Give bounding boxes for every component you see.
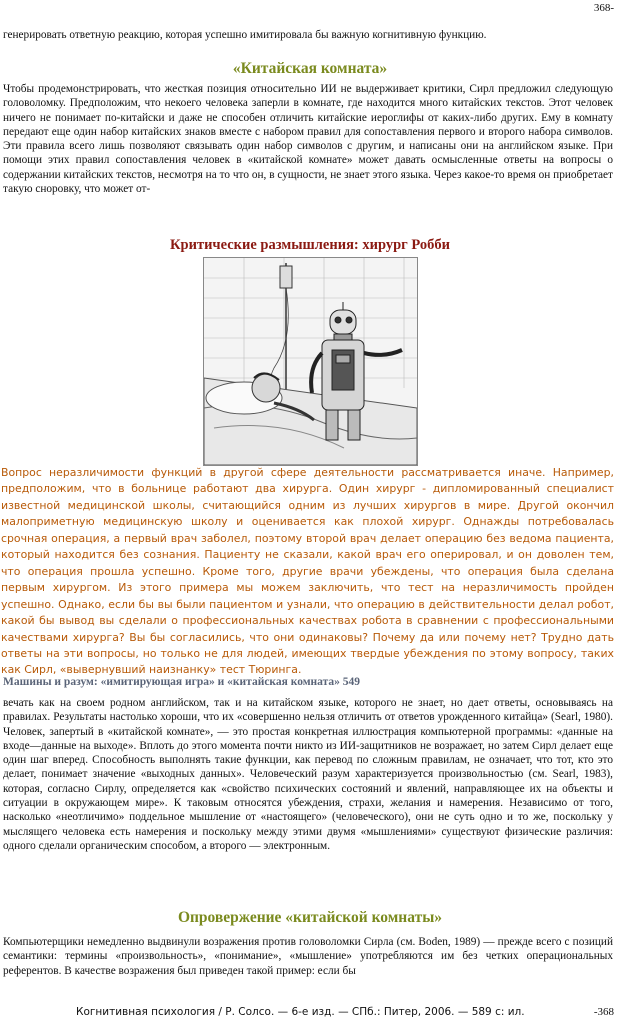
robot-surgeon-illustration <box>203 257 418 466</box>
page-number-bottom: -368 <box>593 1006 614 1018</box>
running-heading: Машины и разум: «имитирующая игра» и «китайская комната» 549 <box>3 676 361 688</box>
heading-critical-thinking: Критические размышления: хирург Робби <box>170 237 450 253</box>
paragraph-chinese-room: Чтобы продемонстрировать, что жесткая позиция относительно ИИ не выдерживает критики, Сирл предложил следующую головоломку. Предположим, что некоего человека заперли в комнате, где находится много китайских текстов. Этот человек ничего не понимает по-китайски и даже не способен отличить китайские иероглифы от каких-либо других. Ему в комнату передают еще один набор китайских знаков вместе с набором правил для сопоставления первого и второго набора символов. Эти правила всего лишь позволяют связывать один набор символов с другим, и написаны они на английском языке. При помощи этих правил сопоставления человек в «китайской комнате» может давать осмысленные ответы на вопросы о содержании китайских текстов, несмотря на то что он, в сущности, не знает этого языка. Через какое-то время он приобретает такую сноровку, что может от- <box>3 83 613 196</box>
footer-citation: Когнитивная психология / Р. Солсо. — 6-е изд. — СПб.: Питер, 2006. — 589 с: ил. <box>76 1006 525 1018</box>
page-number-top: 368- <box>593 2 614 14</box>
heading-refutation: Опровержение «китайской комнаты» <box>177 909 443 926</box>
heading-chinese-room: «Китайская комната» <box>232 60 388 77</box>
paragraph-searle-argument: вечать как на своем родном английском, так и на китайском языке, которого не знает, но дает ответы, основываясь на правилах. Результаты настолько хороши, что их «совершенно нельзя отличить от ответов урожденного китайца» (Searl, 1980). Человек, запертый в «китайской комнате», — это простая конкретная иллюстрация компьютерной программы: «данные на входе—данные на выходе». Вплоть до этого момента почти никто из ИИ-защитников не возражает, но затем Сирл делает еще один шаг вперед. Способность выполнять такие функции, как перевод по сложным правилам, не означает, что тот, кто это делает, понимает значение «выходных данных». Человеческий разум характеризуется произвольностью (см. Searl, 1983), которая, согласно Сирлу, определяется как «свойство психических состояний и явлений, направляющее их на объекты и ситуации в окружающем мире». К таковым относятся убеждения, страхи, желания и намерения. Независимо от того, насколько «неотличимо» поддельное мышление от «настоящего» (человеческого), они не суть одно и то же, поскольку у мыслящего человека есть намерения и поскольку между этими двумя «мышлениями» существуют физические различия: одного сделали органическим способом, а второго — электронным. <box>3 697 613 852</box>
paragraph-refutation: Компьютерщики немедленно выдвинули возражения против головоломки Сирла (см. Boden, 1989) — прежде всего с позиций семантики: термины «произвольность», «понимание», «мышление» употребляются им без четких операциональных референтов. В качестве возражения был приведен такой пример: если бы <box>3 936 613 977</box>
critical-thinking-paragraph: Вопрос неразличимости функций в другой сфере деятельности рассматривается иначе. Например, предположим, что в больнице работают два хирурга. Один хирург - дипломированный специалист известной медицинской школы, считающийся одним из лучших хирургов в мире. Другой окончил малоприметную медицинскую школу и оценивается как плохой хирург. Однажды потребовалась срочная операция, а первый врач заболел, поэтому второй врач делает операцию без ведома пациента, который находится без сознания. Пациенту не сказали, какой врач его оперировал, и он доволен тем, что операция прошла успешно. Кроме того, другие врачи убеждены, что операция была сделана первым хирургом. Из этого примера мы можем заключить, что тест на неразличимость пройден успешно. Однако, если бы вы были пациентом и узнали, что операцию в действительности делал робот, какой бы вывод вы сделали о профессиональных качествах робота в сравнении с профессиональными качествами хирурга? Вы бы согласились, что они одинаковы? Почему да или почему нет? Трудно дать ответы на эти вопросы, но только не для людей, имеющих твердые убеждения по этому вопросу, таких как Сирл, «вывернувший наизнанку» тест Тюринга. <box>1 466 614 677</box>
robot-surgeon-drawing <box>204 258 417 465</box>
paragraph-intro: генерировать ответную реакцию, которая успешно имитировала бы важную когнитивную функцию. <box>3 29 487 41</box>
